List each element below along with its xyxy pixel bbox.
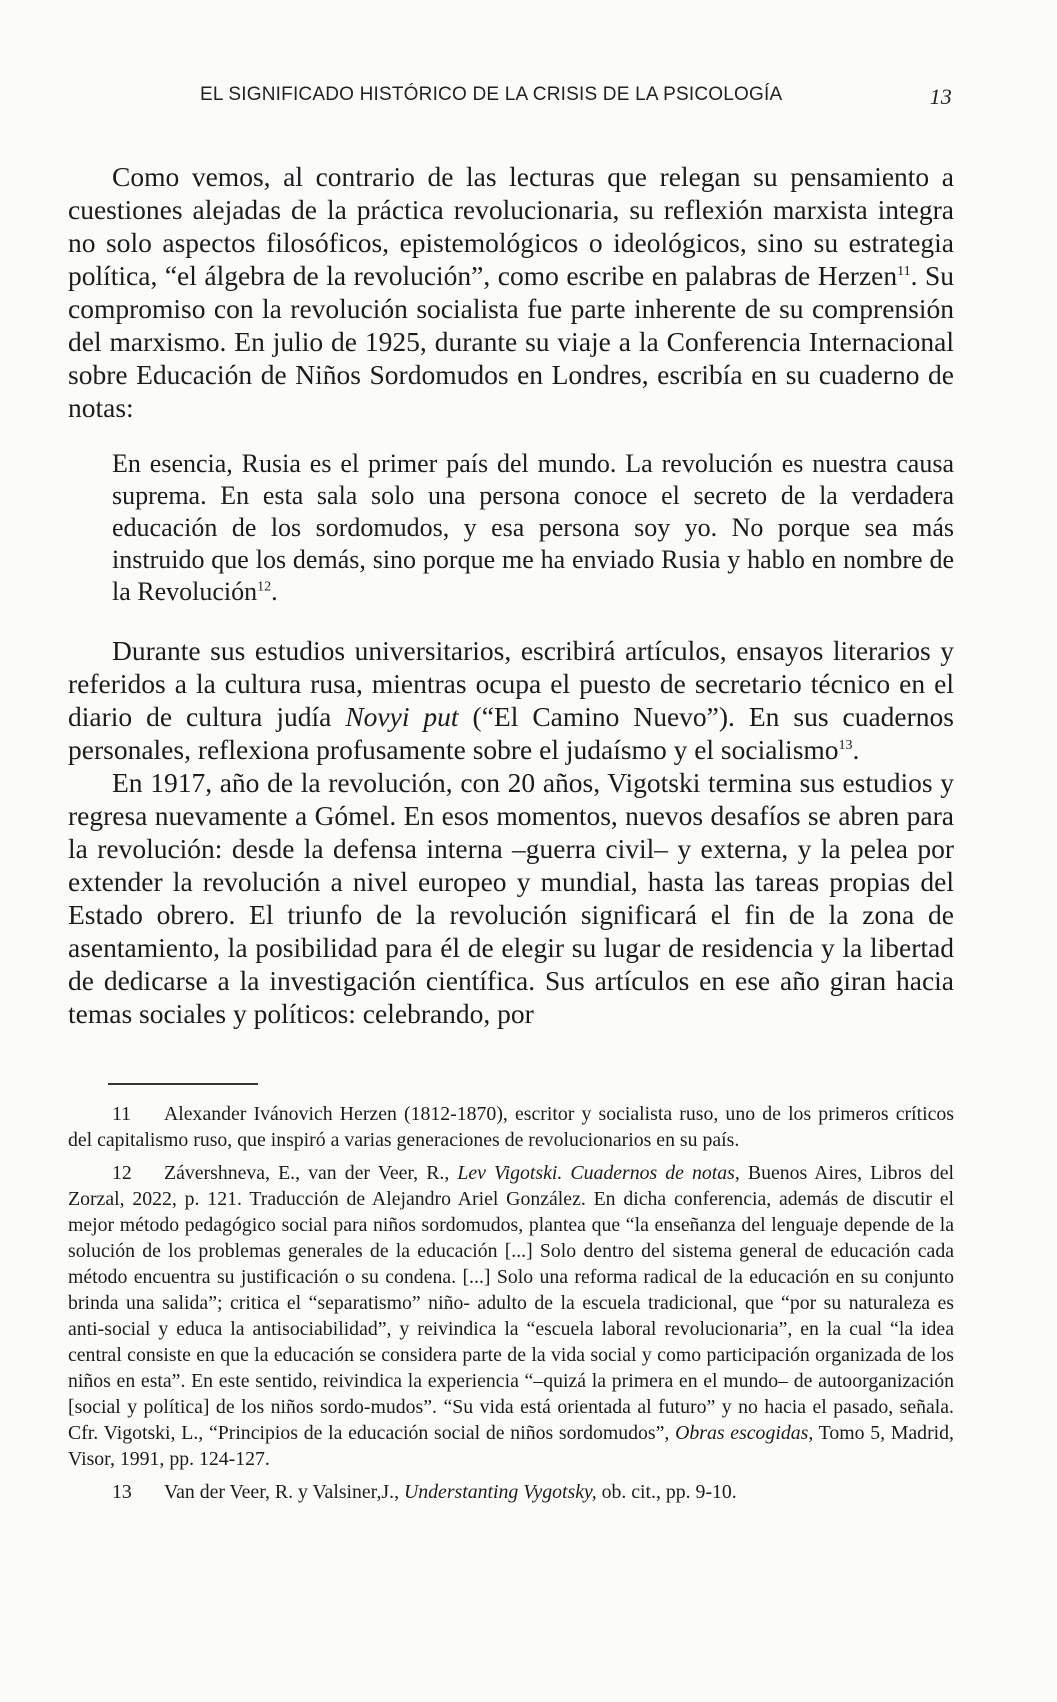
paragraph-2-text: Durante sus estudios universitarios, escribirá artículos, ensayos literarios y referidos a la cultura rusa, mientras ocupa el puesto de secretario técnico en el diario de cultura judía [68, 635, 954, 732]
paragraph-3: En 1917, año de la revolución, con 20 años, Vigotski termina sus estudios y regresa nuevamente a Gómel. En esos momentos, nuevos desafíos se abren para la revolución: desde la defensa interna –guerra civil– y externa, y la pelea por extender la revolución a nivel europeo y mundial, hasta las tareas propias del Estado obrero. El triunfo de la revolución significará el fin de la zona de asentamiento, la posibilidad para él de elegir su lugar de residencia y la libertad de dedicarse a la investigación científica. Sus artículos en ese año giran hacia temas sociales y políticos: celebrando, por [68, 767, 954, 1029]
footnote-12-number: 12 [112, 1162, 132, 1184]
footnote-13-number: 13 [112, 1481, 132, 1503]
footnote-11 [68, 1101, 954, 1153]
newspaper-title: Novyi put [345, 701, 459, 732]
footnote-12-book-title: Lev Vigotski. Cuadernos de notas [457, 1162, 735, 1184]
paragraph-1 [68, 160, 954, 424]
footnote-13-text-b: ob. cit., pp. 9-10. [596, 1481, 737, 1503]
footnote-12-collection-title: Obras escogidas [675, 1422, 809, 1444]
footnote-13-book-title: Understanting Vygotsky, [403, 1481, 597, 1503]
footnote-12-text-a: Závershneva, E., van der Veer, R., [164, 1162, 458, 1184]
footnote-ref-11[interactable]: 11 [897, 263, 911, 279]
paragraph-1-text: Como vemos, al contrario de las lecturas que relegan su pensamiento a cuestiones alejadas de la práctica revolucionaria, su reflexión marxista integra no solo aspectos filosóficos, epistemológicos o ideológicos, sino su estrategia política, “el álgebra de la revolución”, como escribe en palabras de Herzen [68, 161, 954, 291]
page-number: 13 [929, 84, 952, 109]
footnote-12 [68, 1160, 954, 1472]
footnote-13-text-a: Van der Veer, R. y Valsiner,J., [164, 1481, 404, 1503]
main-text [68, 160, 954, 1030]
footnote-ref-13[interactable]: 13 [838, 737, 853, 753]
block-quote [112, 448, 954, 608]
footnote-ref-12[interactable]: 12 [257, 579, 272, 595]
paragraph-2-end: . [852, 734, 860, 765]
paragraph-2-text-b: (“El Camino Nuevo”). En sus cuadernos personales, reflexiona profusamente sobre el judaísmo y el socialismo [68, 701, 954, 765]
paragraph-2 [68, 634, 954, 766]
header-title: EL SIGNIFICADO HISTÓRICO DE LA CRISIS DE LA PSICOLOGÍA [200, 84, 783, 105]
footnote-12-text-c: , Tomo 5, Madrid, Visor, 1991, pp. 124-127. [68, 1422, 954, 1470]
footnote-12-text-b: , Buenos Aires, Libros del Zorzal, 2022, p. 121. Traducción de Alejandro Ariel González. En dicha conferencia, además de discutir el mejor método pedagógico social para niños sordomudos, plantea que “la enseñanza del lenguaje depende de la solución de los problemas generales de la educación [...] Solo dentro del sistema general de educación cada método encuentra su justificación o su condena. [...] Solo una reforma radical de la educación en su conjunto brinda una salida”; critica el “separatismo” niño- adulto de la escuela tradicional, que “por su naturaleza es anti-social y educa la antisociabilidad”, y reivindica la “escuela laboral revolucionaria”, en la cual “la idea central consiste en que la educación se considera parte de la vida social y como participación organizada de los niños en esta”. En este sentido, reivindica la experiencia “–quizá la primera en el mundo– de autoorganización [social y política] de los niños sordo-mudos”. “Su vida está orientada al futuro” y no hacia el pasado, señala. Cfr. Vigotski, L., “Principios de la educación social de niños sordomudos”, [68, 1162, 954, 1444]
footnote-11-text: Alexander Ivánovich Herzen (1812-1870), escritor y socialista ruso, uno de los primeros críticos del capitalismo ruso, que inspiró a varias generaciones de revolucionarios en su país. [68, 1103, 954, 1151]
quote-text: En esencia, Rusia es el primer país del mundo. La revolución es nuestra causa suprema. En esta sala solo una persona conoce el secreto de la verdadera educación de los sordomudos, y esa persona soy yo. No porque sea más instruido que los demás, sino porque me ha enviado Rusia y hablo en nombre de la Revolución [112, 449, 954, 606]
running-header [200, 84, 960, 109]
footnote-11-number: 11 [112, 1103, 132, 1125]
footnote-divider [108, 1083, 258, 1085]
quote-end: . [271, 577, 278, 606]
paragraph-1-text-b: . Su compromiso con la revolución socialista fue parte inherente de su comprensión del marxismo. En julio de 1925, durante su viaje a la Conferencia Internacional sobre Educación de Niños Sordomudos en Londres, escribía en su cuaderno de notas: [68, 260, 954, 423]
footnote-13 [68, 1479, 954, 1505]
footnotes [68, 1101, 954, 1512]
